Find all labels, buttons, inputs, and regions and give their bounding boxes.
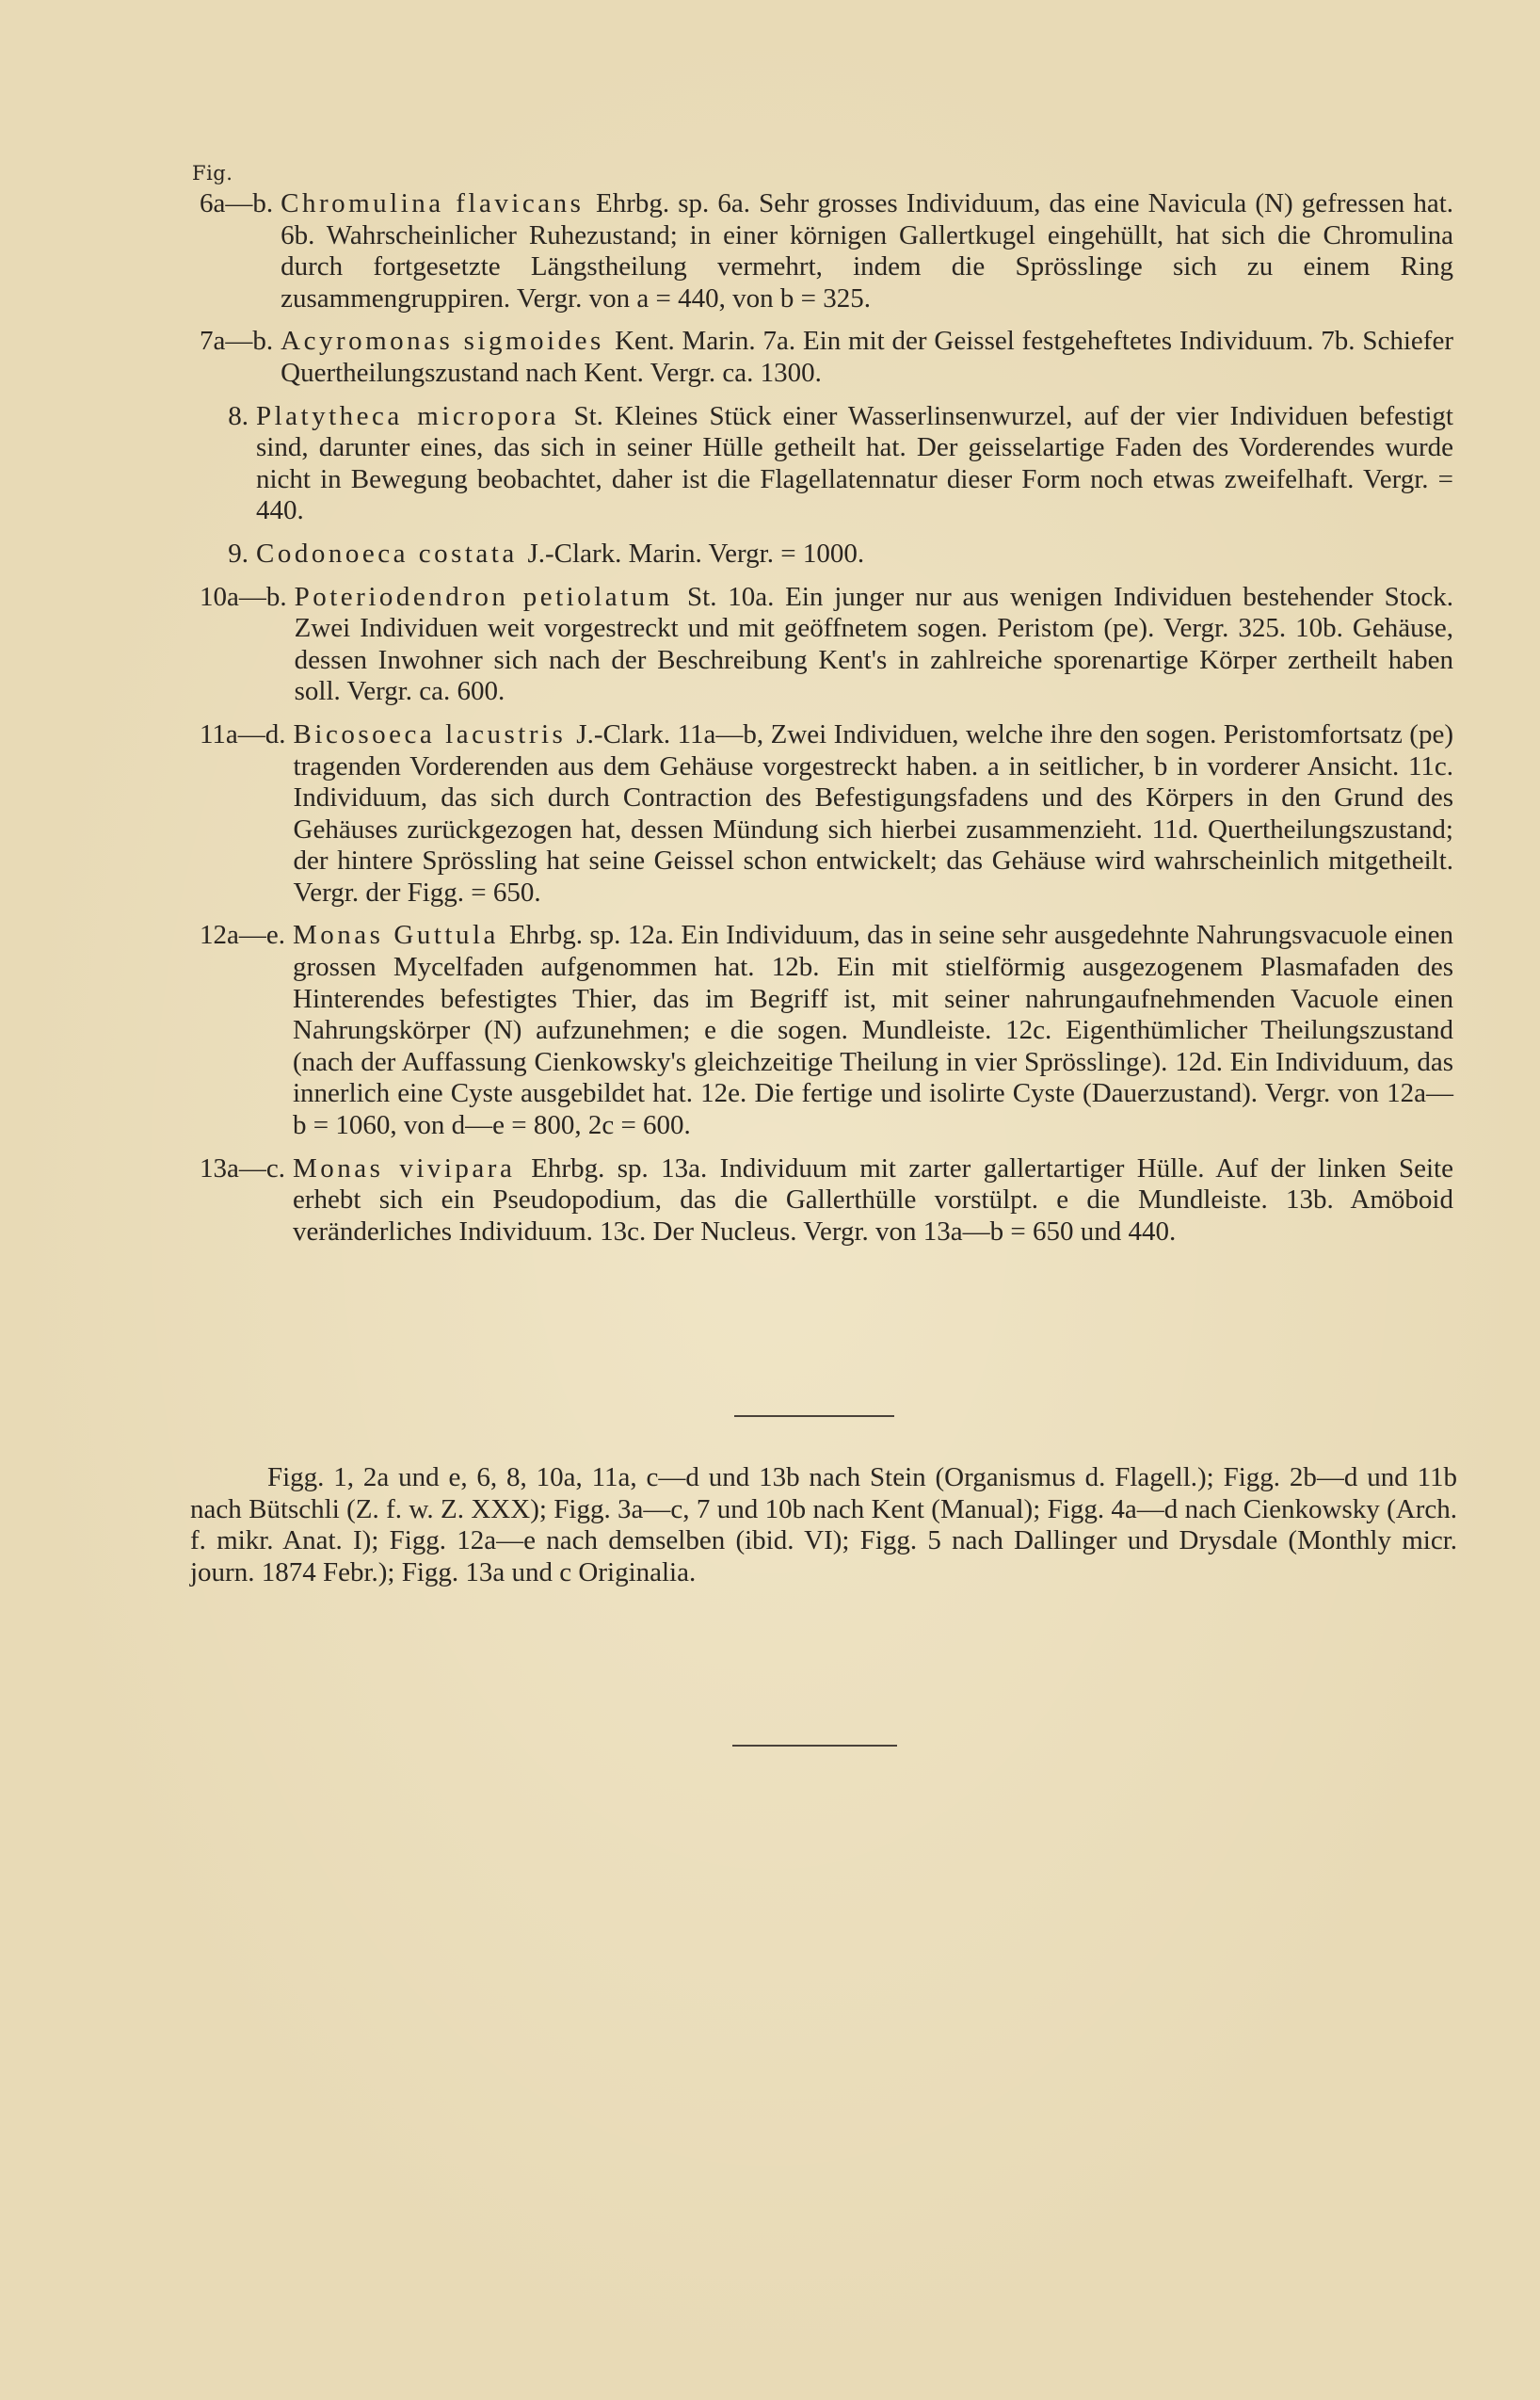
figure-sources: Figg. 1, 2a und e, 6, 8, 10a, 11a, c—d und 13b nach Stein (Organismus d. Flagell.); Figg. 2b—d und 11b nach Bütschli (Z. f. w. Z. XXX); Figg. 3a—c, 7 und 10b nach Kent (Manual); Figg. 4a—d nach Cienkowsky (Arch. f. mikr. Anat. I); Figg. 12a—e nach demselben (ibid. VI); Figg. 5 nach Dallinger und Drysdale (Monthly micr. journ. 1874 Febr.); Figg. 13a und c Originalia. — [190, 1462, 1457, 1587]
caption-text: Ehrbg. sp. 12a. Ein Individuum, das in seine sehr ausgedehnte Nahrungsvacuole einen grossen Mycelfaden aufgenommen hat. 12b. Ein mit stielförmig ausgezogenem Plasmafaden des Hinterendes befestigtes Thier, das im Begriff ist, mit seiner nahrungaufnehmenden Vacuole einen Nahrungskörper (N) aufzunehmen; e die sogen. Mundleiste. 12c. Eigenthümlicher Theilungszustand (nach der Auffassung Cienkowsky's gleichzeitige Theilung in vier Sprösslinge). 12d. Ein Individuum, das innerlich eine Cyste ausgebildet hat. 12e. Die fertige und isolirte Cyste (Dauerzustand). Vergr. von 12a—b = 1060, von d—e = 800, 2c = 600. — [293, 920, 1453, 1141]
caption-number: 8. — [228, 400, 249, 431]
caption-text: Kent. Marin. 7a. Ein mit der Geissel festgeheftetes Individuum. 7b. Schiefer Quertheilungszustand nach Kent. Vergr. ca. 1300. — [281, 326, 1453, 388]
caption-text: Ehrbg. sp. 13a. Individuum mit zarter gallertartiger Hülle. Auf der linken Seite erhebt sich ein Pseudopodium, das die Gallerthülle vorstülpt. e die Mundleiste. 13b. Amöboid veränderliches Individuum. 13c. Der Nucleus. Vergr. von 13a—b = 650 und 440. — [293, 1152, 1453, 1247]
caption-text: J.-Clark. Marin. Vergr. = 1000. — [527, 538, 865, 569]
species-name: Acyromonas sigmoides — [281, 326, 616, 357]
caption-number: 12a—e. — [200, 920, 285, 951]
caption-entry — [200, 1153, 1453, 1248]
caption-entry — [200, 401, 1453, 527]
fig-label: Fig. — [192, 162, 233, 185]
figure-captions — [200, 188, 1453, 1259]
caption-number: 10a—b. — [200, 581, 287, 612]
caption-text: Ehrbg. sp. 6a. Sehr grosses Individuum, das eine Navicula (N) gefressen hat. 6b. Wahrscheinlicher Ruhezustand; in einer körnigen Gallertkugel eingehüllt, hat sich die Chromulina durch fortgesetzte Längstheilung vermehrt, indem die Sprösslinge sich zu einem Ring zusammengruppiren. Vergr. von a = 440, von b = 325. — [281, 188, 1454, 314]
caption-entry — [200, 539, 1453, 571]
caption-entry — [200, 188, 1453, 314]
species-name: Chromulina flavicans — [281, 188, 597, 218]
caption-entry — [200, 719, 1453, 910]
species-name: Platytheca micropora — [256, 400, 574, 431]
caption-entry — [200, 920, 1453, 1141]
species-name: Bicosoeca lacustris — [293, 718, 577, 749]
species-name: Poteriodendron petiolatum — [294, 581, 688, 612]
caption-text: St. Kleines Stück einer Wasserlinsenwurzel, auf der vier Individuen befestigt sind, darunter eines, das sich in seiner Hülle getheilt hat. Der geisselartige Faden des Vorderendes wurde nicht in Bewegung beobachtet, daher ist die Flagellatennatur dieser Form noch etwas zweifelhaft. Vergr. = 440. — [256, 400, 1453, 526]
caption-text: St. 10a. Ein junger nur aus wenigen Individuen bestehender Stock. Zwei Individuen weit vorgestreckt und mit geöffnetem sogen. Peristom (pe). Vergr. 325. 10b. Gehäuse, dessen Inwohner sich nach der Beschreibung Kent's in zahlreiche sporenartige Körper zertheilt haben soll. Vergr. ca. 600. — [294, 581, 1453, 707]
caption-entry — [200, 582, 1453, 708]
species-name: Monas Guttula — [293, 920, 509, 951]
caption-number: 6a—b. — [200, 188, 274, 218]
species-name: Monas vivipara — [293, 1152, 532, 1184]
species-name: Codonoeca costata — [256, 538, 528, 569]
end-divider — [732, 1745, 897, 1747]
caption-number: 9. — [228, 538, 249, 569]
caption-number: 7a—b. — [200, 326, 274, 357]
caption-text: J.-Clark. 11a—b, Zwei Individuen, welche ihre den sogen. Peristomfortsatz (pe) tragenden Vorderenden aus dem Gehäuse vorgestreckt haben. a in seitlicher, b in vorderer Ansicht. 11c. Individuum, das sich durch Contraction des Befestigungsfadens und des Körpers in den Grund des Gehäuses zurückgezogen hat, dessen Mündung sich hierbei zusammenzieht. 11d. Quertheilungszustand; der hintere Sprössling hat seine Geissel schon entwickelt; das Gehäuse wird wahrscheinlich mitgetheilt. Vergr. der Figg. = 650. — [293, 718, 1453, 908]
caption-number: 11a—d. — [200, 718, 286, 749]
caption-number: 13a—c. — [200, 1152, 285, 1184]
caption-entry — [200, 326, 1453, 389]
section-divider — [734, 1415, 894, 1417]
